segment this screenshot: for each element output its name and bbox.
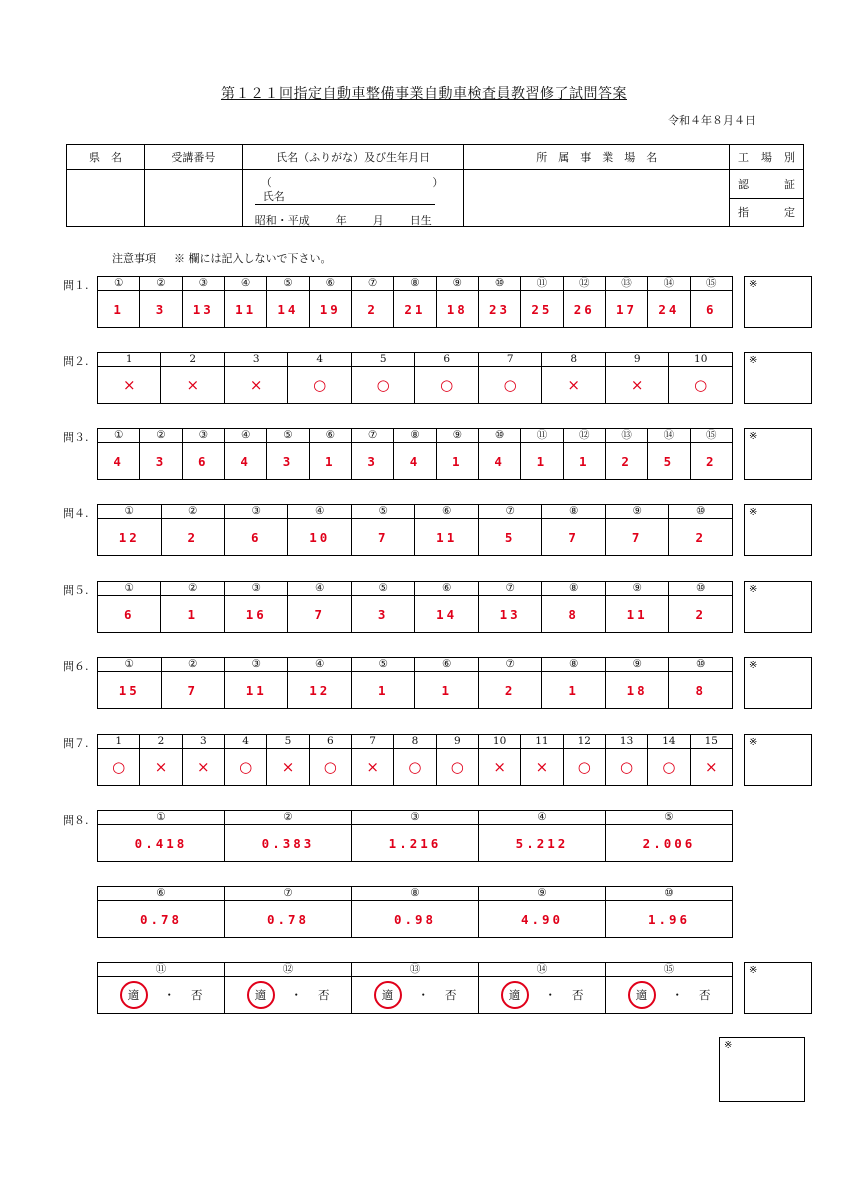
q2-item-number: 7 [478,353,542,367]
judgement-separator: ・ [671,988,683,1002]
q1-answer-cell[interactable]: 17 [605,291,647,328]
name-label: 氏名 [262,190,285,203]
q8-answer-cell[interactable]: 1.216 [352,825,479,862]
q7-item-number: 5 [267,735,309,749]
q5-answer-cell[interactable]: 2 [669,596,733,633]
q7-answer-cell[interactable]: × [478,749,520,786]
prefecture-field[interactable] [67,170,145,227]
q8-answer-cell[interactable]: 0.78 [225,901,352,938]
q1-answer-cell[interactable]: 2 [351,291,393,328]
q8-table-1 [97,810,733,862]
judgement-no[interactable]: 否 [572,988,584,1002]
q3-answer-cell[interactable]: 1 [309,443,351,480]
q3-answer-cell[interactable]: 3 [140,443,182,480]
q7-label: 問７. [63,737,89,750]
q7-answer-cell[interactable]: × [140,749,182,786]
q8-judgement-cell[interactable] [98,977,225,1014]
judgement-no[interactable]: 否 [699,988,711,1002]
q1-answer-cell[interactable]: 14 [267,291,309,328]
q7-item-number: 10 [478,735,520,749]
q4-item-number: ⑨ [605,505,668,519]
judgement-separator: ・ [544,988,556,1002]
q8-item-number: ⑥ [98,887,225,901]
q6-answer-cell[interactable]: 18 [605,672,669,709]
q8-judgement-cell[interactable] [479,977,606,1014]
q1-item-number: ① [98,277,140,291]
q2-answer-cell[interactable]: × [542,367,605,404]
q6-item-number: ⑦ [478,658,541,672]
q1-answer-cell[interactable]: 24 [648,291,690,328]
q8-item-number: ⑫ [225,963,352,977]
name-birth-header: 氏名（ふりがな）及び生年月日 [242,145,464,170]
q3-item-number: ① [98,429,140,443]
q6-item-number: ⑥ [415,658,478,672]
q7-item-number: 9 [436,735,478,749]
q7-item-number: 6 [309,735,351,749]
judgement-separator: ・ [290,988,302,1002]
q5-answer-table [97,581,733,633]
prefecture-header: 県 名 [67,145,145,170]
q7-answer-cell[interactable]: × [267,749,309,786]
q6-answer-cell[interactable]: 11 [224,672,288,709]
q3-item-number: ④ [224,429,266,443]
q1-item-number: ⑫ [563,277,605,291]
judgement-yes-circled[interactable]: 適 [501,981,529,1009]
q4-answer-cell[interactable]: 5 [478,519,541,556]
q6-item-number: ① [98,658,162,672]
q2-answer-cell[interactable]: ○ [415,367,479,404]
q2-item-number: 9 [605,353,668,367]
q7-item-number: 13 [605,735,647,749]
q5-item-number: ③ [224,582,288,596]
q2-answer-cell[interactable]: × [605,367,668,404]
q6-answer-cell[interactable]: 1 [415,672,478,709]
q8-answer-cell[interactable]: 2.006 [606,825,733,862]
q3-item-number: ⑩ [478,429,520,443]
q4-item-number: ⑩ [669,505,733,519]
q3-label: 問３. [63,431,89,444]
q7-answer-cell[interactable]: ○ [394,749,436,786]
q3-answer-cell[interactable]: 2 [605,443,647,480]
q3-item-number: ⑥ [309,429,351,443]
q2-item-number: 5 [351,353,415,367]
q2-score-box: ※ [744,352,812,404]
q6-score-box: ※ [744,657,812,709]
q4-item-number: ④ [288,505,352,519]
judgement-no[interactable]: 否 [318,988,330,1002]
q2-answer-cell[interactable]: ○ [351,367,415,404]
q1-answer-cell[interactable]: 21 [394,291,436,328]
q1-item-number: ⑥ [309,277,351,291]
judgement-no[interactable]: 否 [191,988,203,1002]
q1-answer-cell[interactable]: 13 [182,291,224,328]
q7-item-number: 4 [224,735,266,749]
judgement-yes-circled[interactable]: 適 [247,981,275,1009]
q1-answer-cell[interactable]: 3 [140,291,182,328]
q7-answer-table [97,734,733,786]
q5-answer-cell[interactable]: 8 [542,596,605,633]
q4-answer-cell[interactable]: 10 [288,519,352,556]
q8-item-number: ⑧ [352,887,479,901]
q2-item-number: 8 [542,353,605,367]
q8-judgement-table [97,962,733,1014]
q6-item-number: ⑨ [605,658,669,672]
q3-answer-cell[interactable]: 3 [351,443,393,480]
q4-item-number: ② [161,505,224,519]
q7-item-number: 11 [521,735,563,749]
q7-answer-cell[interactable]: ○ [309,749,351,786]
q1-answer-cell[interactable]: 23 [478,291,520,328]
workplace-field[interactable] [464,170,730,227]
q1-answer-cell[interactable]: 6 [690,291,732,328]
q1-item-number: ⑧ [394,277,436,291]
category-certified[interactable]: 認 証 [730,170,804,199]
q5-answer-cell[interactable]: 6 [98,596,161,633]
q3-answer-cell[interactable]: 4 [394,443,436,480]
q4-answer-table [97,504,733,556]
q7-answer-cell[interactable]: ○ [563,749,605,786]
q5-label: 問５. [63,584,89,597]
q3-item-number: ③ [182,429,224,443]
q5-score-box: ※ [744,581,812,633]
q5-item-number: ⑨ [605,582,669,596]
q2-label: 問２. [63,355,89,368]
q3-answer-cell[interactable]: 1 [563,443,605,480]
q8-item-number: ② [225,811,352,825]
exam-number-field[interactable] [144,170,242,227]
q7-item-number: 8 [394,735,436,749]
q4-item-number: ⑧ [542,505,605,519]
q2-item-number: 6 [415,353,479,367]
q3-answer-cell[interactable]: 6 [182,443,224,480]
q5-answer-cell[interactable]: 11 [605,596,669,633]
q5-item-number: ⑦ [478,582,542,596]
q2-answer-cell[interactable]: × [224,367,287,404]
instructions-note: 注意事項 ※ 欄には記入しないで下さい。 [112,252,332,265]
q1-answer-cell[interactable]: 19 [309,291,351,328]
q5-answer-cell[interactable]: 3 [351,596,414,633]
q8-judgement-cell[interactable] [352,977,479,1014]
q1-item-number: ③ [182,277,224,291]
q1-label: 問１. [63,279,89,292]
q3-item-number: ⑫ [563,429,605,443]
q3-item-number: ⑦ [351,429,393,443]
q2-answer-cell[interactable]: ○ [669,367,733,404]
page-title: 第１２１回指定自動車整備事業自動車検査員教習修了試問答案 [221,86,627,102]
q8-item-number: ⑮ [606,963,733,977]
q2-item-number: 2 [161,353,224,367]
q1-answer-cell[interactable]: 26 [563,291,605,328]
q1-score-box: ※ [744,276,812,328]
q8-score-box: ※ [744,962,812,1014]
q4-answer-cell[interactable]: 11 [415,519,479,556]
q8-answer-cell[interactable]: 0.98 [352,901,479,938]
q2-item-number: 4 [288,353,352,367]
q3-item-number: ② [140,429,182,443]
q5-item-number: ⑩ [669,582,733,596]
q1-answer-cell[interactable]: 25 [521,291,563,328]
q2-answer-cell[interactable]: × [161,367,224,404]
q8-label: 問８. [63,814,89,827]
q3-item-number: ⑤ [267,429,309,443]
q7-score-box: ※ [744,734,812,786]
q3-answer-cell[interactable]: 4 [224,443,266,480]
q1-answer-table [97,276,733,328]
examinee-info-table [66,144,804,227]
q8-answer-cell[interactable]: 1.96 [606,901,733,938]
q6-item-number: ⑩ [669,658,733,672]
q4-answer-cell[interactable]: 2 [669,519,733,556]
q1-item-number: ④ [224,277,266,291]
judgement-separator: ・ [163,988,175,1002]
q5-answer-cell[interactable]: 14 [415,596,479,633]
category-designated[interactable]: 指 定 [730,198,804,227]
q3-answer-cell[interactable]: 5 [648,443,690,480]
q7-answer-cell[interactable]: ○ [648,749,690,786]
q8-item-number: ③ [352,811,479,825]
judgement-yes-circled[interactable]: 適 [120,981,148,1009]
q3-answer-cell[interactable]: 1 [521,443,563,480]
q4-answer-cell[interactable]: 2 [161,519,224,556]
q7-item-number: 7 [351,735,393,749]
q2-item-number: 1 [98,353,161,367]
q8-answer-cell[interactable]: 5.212 [479,825,606,862]
q1-item-number: ⑭ [648,277,690,291]
q8-table-2 [97,886,733,938]
q4-score-box: ※ [744,504,812,556]
q3-answer-table [97,428,733,480]
q7-answer-cell[interactable]: × [690,749,732,786]
q7-item-number: 15 [690,735,732,749]
q6-item-number: ③ [224,658,288,672]
q3-answer-cell[interactable]: 4 [98,443,140,480]
exam-number-header: 受講番号 [144,145,242,170]
q2-item-number: 10 [669,353,733,367]
q8-item-number: ⑨ [479,887,606,901]
q1-item-number: ⑩ [478,277,520,291]
q2-answer-cell[interactable]: ○ [478,367,542,404]
q4-item-number: ⑥ [415,505,479,519]
q1-item-number: ⑬ [605,277,647,291]
q8-item-number: ④ [479,811,606,825]
q3-item-number: ⑭ [648,429,690,443]
q7-item-number: 1 [98,735,140,749]
q7-answer-cell[interactable]: × [182,749,224,786]
q7-item-number: 3 [182,735,224,749]
q6-answer-cell[interactable]: 2 [478,672,541,709]
q5-answer-cell[interactable]: 7 [288,596,351,633]
q5-answer-cell[interactable]: 13 [478,596,542,633]
q1-item-number: ⑨ [436,277,478,291]
q6-answer-cell[interactable]: 8 [669,672,733,709]
q8-judgement-cell[interactable] [225,977,352,1014]
workplace-header: 所 属 事 業 場 名 [464,145,730,170]
q6-answer-cell[interactable]: 1 [542,672,605,709]
q7-item-number: 2 [140,735,182,749]
q7-answer-cell[interactable]: × [521,749,563,786]
q8-item-number: ⑪ [98,963,225,977]
q8-item-number: ① [98,811,225,825]
q6-item-number: ④ [288,658,352,672]
q4-answer-cell[interactable]: 6 [224,519,287,556]
q6-answer-cell[interactable]: 1 [351,672,414,709]
q6-answer-cell[interactable]: 15 [98,672,162,709]
q5-answer-cell[interactable]: 1 [161,596,224,633]
q7-answer-cell[interactable]: × [351,749,393,786]
judgement-no[interactable]: 否 [445,988,457,1002]
q8-item-number: ⑬ [352,963,479,977]
q2-answer-cell[interactable]: ○ [288,367,352,404]
q4-answer-cell[interactable]: 7 [605,519,668,556]
q8-item-number: ⑦ [225,887,352,901]
q5-item-number: ④ [288,582,351,596]
q8-answer-cell[interactable]: 4.90 [479,901,606,938]
q3-answer-cell[interactable]: 3 [267,443,309,480]
q8-item-number: ⑩ [606,887,733,901]
q8-answer-cell[interactable]: 0.383 [225,825,352,862]
q6-label: 問６. [63,660,89,673]
q5-item-number: ② [161,582,224,596]
q4-item-number: ⑤ [351,505,414,519]
q1-item-number: ⑮ [690,277,732,291]
q8-answer-cell[interactable]: 0.418 [98,825,225,862]
q3-item-number: ⑮ [690,429,732,443]
q4-answer-cell[interactable]: 7 [351,519,414,556]
q1-answer-cell[interactable]: 11 [224,291,266,328]
q1-item-number: ② [140,277,182,291]
q4-item-number: ⑦ [478,505,541,519]
q3-answer-cell[interactable]: 4 [478,443,520,480]
q6-answer-cell[interactable]: 12 [288,672,352,709]
q7-item-number: 14 [648,735,690,749]
q1-answer-cell[interactable]: 1 [98,291,140,328]
q2-answer-table [97,352,733,404]
name-birth-field[interactable]: （ ） 氏名 昭和・平成 年 月 日生 [242,170,464,227]
q8-item-number: ⑤ [606,811,733,825]
q4-item-number: ③ [224,505,287,519]
q3-score-box: ※ [744,428,812,480]
q7-answer-cell[interactable]: ○ [605,749,647,786]
q4-answer-cell[interactable]: 12 [98,519,162,556]
q1-answer-cell[interactable]: 18 [436,291,478,328]
q4-answer-cell[interactable]: 7 [542,519,605,556]
q1-item-number: ⑤ [267,277,309,291]
q8-item-number: ⑭ [479,963,606,977]
q5-item-number: ⑧ [542,582,605,596]
q3-answer-cell[interactable]: 2 [690,443,732,480]
q7-answer-cell[interactable]: ○ [98,749,140,786]
q5-item-number: ① [98,582,161,596]
q6-item-number: ⑤ [351,658,414,672]
q7-item-number: 12 [563,735,605,749]
birth-date-line: 昭和・平成 年 月 日生 [254,214,432,227]
q8-judgement-cell[interactable] [606,977,733,1014]
q5-item-number: ⑤ [351,582,414,596]
judgement-yes-circled[interactable]: 適 [374,981,402,1009]
q6-answer-table [97,657,733,709]
q4-label: 問４. [63,507,89,520]
q3-item-number: ⑨ [436,429,478,443]
q2-item-number: 3 [224,353,287,367]
q7-answer-cell[interactable]: ○ [224,749,266,786]
q6-item-number: ② [161,658,224,672]
q5-item-number: ⑥ [415,582,479,596]
q1-item-number: ⑪ [521,277,563,291]
category-header: 工 場 別 [730,145,804,170]
judgement-yes-circled[interactable]: 適 [628,981,656,1009]
q6-item-number: ⑧ [542,658,605,672]
q5-answer-cell[interactable]: 16 [224,596,288,633]
q1-item-number: ⑦ [351,277,393,291]
q3-item-number: ⑧ [394,429,436,443]
exam-date: 令和４年８月４日 [668,114,756,127]
q8-answer-cell[interactable]: 0.78 [98,901,225,938]
name-underline [255,204,436,205]
q2-answer-cell[interactable]: × [98,367,161,404]
q7-answer-cell[interactable]: ○ [436,749,478,786]
q3-answer-cell[interactable]: 1 [436,443,478,480]
q6-answer-cell[interactable]: 7 [161,672,224,709]
total-score-box: ※ [719,1037,805,1102]
judgement-separator: ・ [417,988,429,1002]
q3-item-number: ⑬ [605,429,647,443]
q4-item-number: ① [98,505,162,519]
q3-item-number: ⑪ [521,429,563,443]
